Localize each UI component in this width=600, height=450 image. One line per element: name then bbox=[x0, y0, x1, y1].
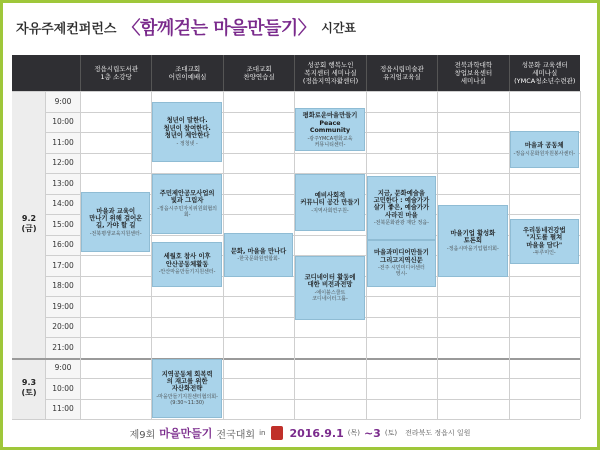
session-title: 마을과미디어만들기 그리고지역신문 bbox=[374, 249, 429, 264]
time-label: 16:00 bbox=[52, 240, 74, 250]
session-host: -전북평생교육지원센터- bbox=[89, 230, 142, 237]
grid-row-line bbox=[12, 91, 580, 92]
day-label: 9.2 (금) bbox=[21, 214, 37, 234]
page-title bbox=[16, 14, 356, 40]
time-label: 14:00 bbox=[52, 199, 74, 209]
session-block bbox=[152, 174, 221, 234]
session-block bbox=[367, 240, 436, 287]
session-title: 주민제안공모사업의 빛과 그림자 bbox=[159, 189, 215, 205]
time-label: 9:00 bbox=[54, 96, 72, 106]
session-block bbox=[367, 176, 436, 240]
footer-dow-end: (토) bbox=[384, 429, 398, 437]
session-block bbox=[81, 192, 150, 252]
grid-col-line bbox=[580, 91, 581, 419]
time-label: 10:00 bbox=[52, 383, 74, 393]
grid-row-line bbox=[12, 419, 580, 420]
session-title: 세월호 참사 이후 안산공동체활동 bbox=[163, 253, 211, 268]
footer-date: 2016.9.1 bbox=[289, 426, 344, 440]
session-title: 마을과 공동체 bbox=[524, 142, 564, 150]
footer-edition: 제9회 bbox=[129, 429, 156, 441]
grid-row-line bbox=[46, 378, 580, 379]
grid-row-line bbox=[46, 399, 580, 400]
session-block bbox=[438, 205, 507, 277]
session-title: 지금, 문화예술을 고민한다 : 예술가가 살기 좋은, 예술가가 사라진 마을 bbox=[373, 189, 430, 219]
footer bbox=[0, 422, 600, 444]
time-label: 10:00 bbox=[52, 117, 74, 127]
footer-in: in bbox=[259, 429, 266, 437]
session-block bbox=[295, 174, 364, 231]
session-block bbox=[295, 108, 364, 151]
venue-header: 조대교회 찬양연습실 bbox=[223, 55, 294, 91]
session-host: -정읍시문화원자원봉사센터- bbox=[513, 150, 576, 157]
session-host: -정읍시마을기업협의회- bbox=[446, 245, 499, 252]
footer-tail: 전국대회 bbox=[216, 429, 256, 441]
grid-row-line bbox=[12, 358, 580, 360]
footer-dow-start: (목) bbox=[347, 429, 360, 437]
session-title: 우리동네건강법 "지도를 펼쳐 마을을 담다" bbox=[522, 227, 566, 249]
session-block bbox=[152, 102, 221, 162]
time-label: 9:00 bbox=[54, 363, 72, 373]
session-title: 예비사회적 커뮤니티 공간 만들기 bbox=[300, 191, 360, 207]
session-host: -두루미인- bbox=[532, 250, 556, 257]
footer-event-name: 마을만들기 bbox=[159, 427, 213, 440]
time-label: 11:00 bbox=[52, 404, 74, 414]
time-label: 13:00 bbox=[52, 178, 74, 188]
session-title: 마을과 교육이 만나기 위해 걸어온 길, 가야 할 길 bbox=[89, 207, 143, 230]
venue-header: 조대교회 어린이예배실 bbox=[151, 55, 222, 91]
timetable bbox=[12, 55, 580, 419]
title-main: 〈함께걷는 마을만들기〉 bbox=[122, 18, 316, 39]
session-title: 평화로운마을만들기 Peace Community bbox=[302, 112, 358, 135]
grid-col-line bbox=[80, 91, 81, 419]
session-host: -한국문화원연합회- bbox=[237, 256, 280, 263]
session-host: -광주YMCA평화교육 커뮤니티센터- bbox=[307, 135, 353, 148]
session-title: 코디네이터 활동에 대한 비전과전망 bbox=[304, 273, 356, 289]
time-label: 20:00 bbox=[52, 322, 74, 332]
session-title: 지역공동체 회복력 의 재고를 위한 자산화전략 bbox=[161, 370, 213, 393]
footer-date-end: ~3 bbox=[363, 426, 381, 440]
venue-header: 정읍시립도서관 1층 소강당 bbox=[80, 55, 151, 91]
title-prefix: 자유주제컨퍼런스 bbox=[16, 21, 117, 37]
time-label: 18:00 bbox=[52, 281, 74, 291]
session-host: - 정청넷 - bbox=[176, 140, 198, 147]
grid-row-line bbox=[46, 153, 580, 154]
session-host: -마을만들기지원센터협의회- (9:30~11:30) bbox=[156, 393, 218, 406]
time-label: 11:00 bbox=[52, 137, 74, 147]
day-label: 9.3 (토) bbox=[21, 378, 37, 398]
time-label: 15:00 bbox=[52, 219, 74, 229]
venue-header: 성문화 교육센터 세미나실 (YMCA청소년수련관) bbox=[509, 55, 580, 91]
session-block bbox=[510, 131, 579, 168]
session-block bbox=[295, 256, 364, 320]
header-corner bbox=[12, 55, 80, 91]
session-block bbox=[152, 359, 221, 419]
session-host: -정읍시주민자치위원회협의회- bbox=[157, 205, 218, 218]
time-label: 17:00 bbox=[52, 260, 74, 270]
session-host: -지역사회연구원- bbox=[311, 207, 349, 214]
footer-place: 전라북도 정읍시 일원 bbox=[405, 429, 471, 437]
venue-header: 정읍시립미술관 유지엄교육실 bbox=[366, 55, 437, 91]
session-host: -전주 시민미디어센터 영시- bbox=[377, 265, 425, 278]
session-title: 마을기업 활성화 토론회 bbox=[450, 229, 496, 245]
time-label: 12:00 bbox=[52, 158, 74, 168]
session-host: -전북문화관광 재단 정읍- bbox=[373, 220, 429, 227]
venue-header: 성공회 행복노인 복지센터 세미나실 (정읍지역자활센터) bbox=[294, 55, 365, 91]
session-block bbox=[224, 233, 293, 276]
title-suffix: 시간표 bbox=[321, 20, 357, 35]
session-title: 청년이 말한다. 청년이 참여한다. 청년이 제안한다 bbox=[163, 117, 211, 140]
seal-icon bbox=[271, 426, 283, 440]
session-title: 문화, 마을을 만나다 bbox=[230, 247, 287, 255]
session-host: -에이블스쿨트 코디네이터그룹- bbox=[312, 289, 348, 302]
time-label: 19:00 bbox=[52, 301, 74, 311]
session-block bbox=[152, 242, 221, 287]
venue-header: 전북과학대학 창업보육센터 세미나실 bbox=[437, 55, 508, 91]
time-label: 21:00 bbox=[52, 342, 74, 352]
session-host: -안산마을만들기지원센터- bbox=[158, 269, 216, 276]
session-block bbox=[510, 219, 579, 264]
grid-row-line bbox=[46, 337, 580, 338]
